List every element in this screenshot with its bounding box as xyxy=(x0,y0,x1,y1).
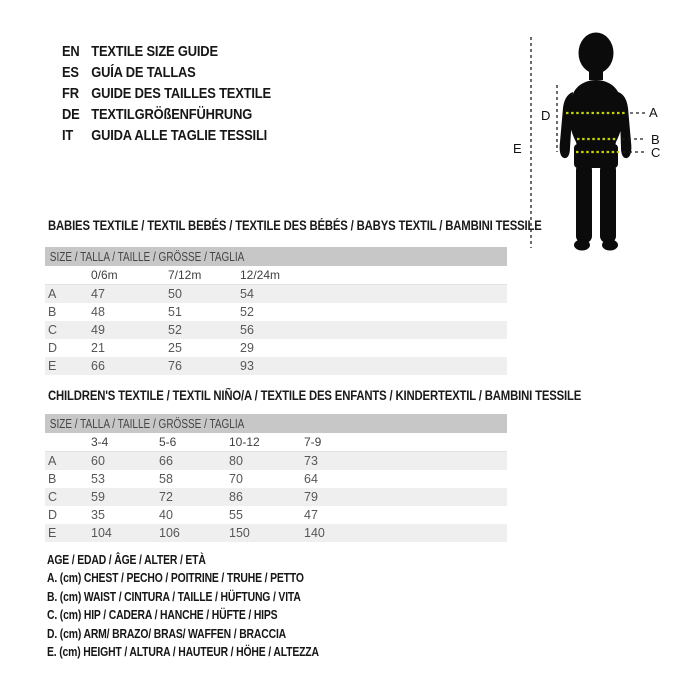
table-cell: 55 xyxy=(229,508,243,522)
language-text: GUIDA ALLE TAGLIE TESSILI xyxy=(91,127,268,144)
label-D: D xyxy=(541,108,551,123)
table-cell: 104 xyxy=(91,526,112,540)
table-row xyxy=(45,488,507,506)
table-cell: 56 xyxy=(240,323,254,337)
language-text: GUÍA DE TALLAS xyxy=(91,64,196,81)
children-size-table xyxy=(45,414,507,542)
language-line xyxy=(62,127,271,148)
table-cell: 53 xyxy=(91,472,105,486)
row-label: E xyxy=(48,526,57,540)
column-header-row xyxy=(45,433,507,452)
table-cell: 140 xyxy=(304,526,325,540)
table-cell: 86 xyxy=(229,490,243,504)
table-cell: 54 xyxy=(240,287,254,301)
table-cell: 58 xyxy=(159,472,173,486)
language-line xyxy=(62,43,271,64)
table-header-bar xyxy=(45,414,507,433)
language-text: GUIDE DES TAILLES TEXTILE xyxy=(91,85,271,102)
table-row xyxy=(45,452,507,471)
table-cell: 72 xyxy=(159,490,173,504)
table-cell: 52 xyxy=(240,305,254,319)
table-cell: 150 xyxy=(229,526,250,540)
empty-corner-cell xyxy=(45,433,91,452)
row-label: E xyxy=(48,359,57,373)
table-row xyxy=(45,339,507,357)
row-label: A xyxy=(48,454,57,468)
table-cell: 52 xyxy=(168,323,182,337)
legend-age-line: AGE / EDAD / ÂGE / ALTER / ETÀ xyxy=(47,552,206,567)
label-C: C xyxy=(651,145,661,160)
table-row xyxy=(45,357,507,375)
table-cell: 35 xyxy=(91,508,105,522)
language-code: EN xyxy=(62,43,80,60)
child-silhouette xyxy=(560,33,632,251)
table-cell: 40 xyxy=(159,508,173,522)
column-header: 5-6 xyxy=(159,433,229,452)
table-cell: 64 xyxy=(304,472,318,486)
language-text: TEXTILE SIZE GUIDE xyxy=(91,43,218,60)
language-code: ES xyxy=(62,64,79,81)
language-line xyxy=(62,85,271,106)
language-code: FR xyxy=(62,85,79,102)
language-line xyxy=(62,64,271,85)
table-cell: 48 xyxy=(91,305,105,319)
language-code: IT xyxy=(62,127,74,144)
legend-item: D. (cm) ARM/ BRAZO/ BRAS/ WAFFEN / BRACCIA xyxy=(47,625,287,641)
table-cell: 47 xyxy=(304,508,318,522)
table-cell: 80 xyxy=(229,454,243,468)
label-E: E xyxy=(513,141,522,156)
table-cell: 76 xyxy=(168,359,182,373)
table-cell: 70 xyxy=(229,472,243,486)
table-cell: 73 xyxy=(304,454,318,468)
table-cell: 50 xyxy=(168,287,182,301)
table-cell: 66 xyxy=(159,454,173,468)
measurement-legend xyxy=(47,551,387,661)
column-header: 12/24m xyxy=(240,266,507,285)
column-header: 7/12m xyxy=(168,266,240,285)
table-cell: 25 xyxy=(168,341,182,355)
language-code: DE xyxy=(62,106,80,123)
legend-item: B. (cm) WAIST / CINTURA / TAILLE / HÜFTUNG / VITA xyxy=(47,588,301,604)
table-cell: 59 xyxy=(91,490,105,504)
table-cell: 79 xyxy=(304,490,318,504)
table-row xyxy=(45,470,507,488)
row-label: B xyxy=(48,305,57,319)
table-cell: 93 xyxy=(240,359,254,373)
table-row xyxy=(45,506,507,524)
row-label: C xyxy=(48,323,58,337)
column-header: 3-4 xyxy=(91,433,159,452)
table-cell: 29 xyxy=(240,341,254,355)
table-row xyxy=(45,303,507,321)
language-line xyxy=(62,106,271,127)
legend-item: E. (cm) HEIGHT / ALTURA / HAUTEUR / HÖHE / ALTEZZA xyxy=(47,644,319,660)
table-row xyxy=(45,524,507,542)
row-label: B xyxy=(48,472,57,486)
row-label: D xyxy=(48,508,58,522)
children-table-title: CHILDREN'S TEXTILE / TEXTIL NIÑO/A / TEXTILE DES ENFANTS / KINDERTEXTIL / BAMBINI TESSILE xyxy=(48,388,582,403)
table-cell: 60 xyxy=(91,454,105,468)
size-header-text: SIZE / TALLA / TAILLE / GRÖSSE / TAGLIA xyxy=(49,249,245,264)
table-cell: 49 xyxy=(91,323,105,337)
table-row xyxy=(45,285,507,304)
table-cell: 51 xyxy=(168,305,182,319)
label-B: B xyxy=(651,132,660,147)
row-label: D xyxy=(48,341,58,355)
table-cell: 47 xyxy=(91,287,105,301)
column-header-row xyxy=(45,266,507,285)
language-list xyxy=(62,43,305,148)
table-cell: 106 xyxy=(159,526,180,540)
label-A: A xyxy=(649,105,658,120)
table-cell: 66 xyxy=(91,359,105,373)
legend-item: C. (cm) HIP / CADERA / HANCHE / HÜFTE / HIPS xyxy=(47,607,278,623)
legend-item: A. (cm) CHEST / PECHO / POITRINE / TRUHE / PETTO xyxy=(47,570,304,586)
table-row xyxy=(45,321,507,339)
column-header: 10-12 xyxy=(229,433,304,452)
table-cell: 21 xyxy=(91,341,105,355)
legend-items xyxy=(47,569,387,661)
babies-table-title: BABIES TEXTILE / TEXTIL BEBÉS / TEXTILE DES BÉBÉS / BABYS TEXTIL / BAMBINI TESSILE xyxy=(48,218,542,233)
empty-corner-cell xyxy=(45,266,91,285)
column-header: 0/6m xyxy=(91,266,168,285)
babies-size-table xyxy=(45,247,507,375)
table-header-bar xyxy=(45,247,507,266)
row-label: C xyxy=(48,490,58,504)
row-label: A xyxy=(48,287,57,301)
language-text: TEXTILGRÖßENFÜHRUNG xyxy=(91,106,253,123)
column-header: 7-9 xyxy=(304,433,507,452)
size-header-text: SIZE / TALLA / TAILLE / GRÖSSE / TAGLIA xyxy=(49,416,245,431)
